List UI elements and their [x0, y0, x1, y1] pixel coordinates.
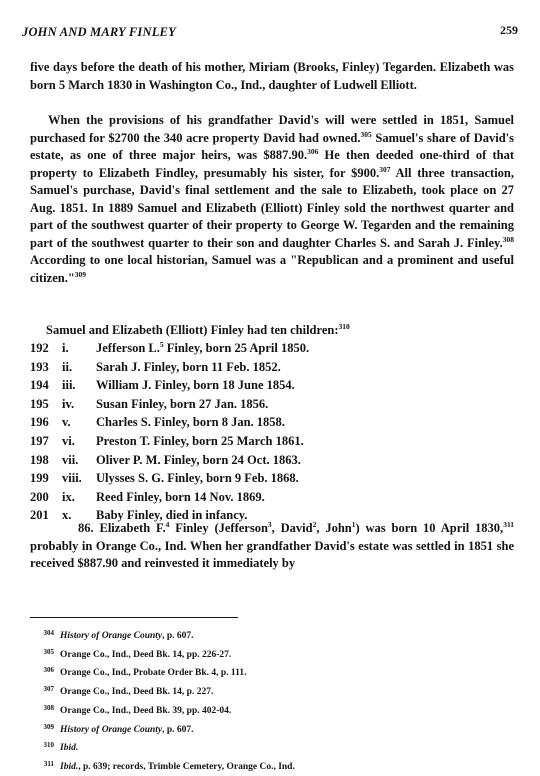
- child-entry: [30, 434, 309, 453]
- text-run: All three transaction, Samuel's purchase, David's final settlement and the sale to Elizabeth, took place on 27 Aug. 1851. In 1889 Samuel and Elizabeth (Elliott) Finley sold the northwest quarter and part of the southwest quarter of their property to George W. Tegarden and the remaining part of the southwest quarter to their son and daughter Charles S. and Sarah J. Finley.: [30, 165, 514, 250]
- child-text: Baby Finley, died in infancy.: [96, 508, 248, 523]
- footnote-mark: 304: [43, 629, 54, 637]
- footnote-ref: 309: [74, 269, 87, 279]
- footnote-text: , p. 607.: [162, 631, 194, 641]
- paragraph-will-settlement: [30, 112, 514, 287]
- footnote-mark: 310: [43, 741, 54, 750]
- footnote: [40, 701, 295, 720]
- page-number: 259: [500, 23, 518, 37]
- paragraph-continued: five days before the death of his mother, Miriam (Brooks, Finley) Tegarden. Elizabeth was born 5 March 1830 in Washington Co., Ind., daughter of Ludwell Elliott.: [30, 60, 514, 92]
- child-number: 193: [30, 359, 49, 374]
- text-run: He then deeded one-third of that property to Elizabeth Findley, presumably his sister, for $900.: [30, 148, 514, 180]
- child-entry: [30, 471, 309, 490]
- paragraph-elizabeth-finley: [30, 520, 514, 573]
- text-run: ) was born 10 April 1830,: [355, 521, 504, 535]
- text-run: According to one local historian, Samuel was a "Republican and a prominent and useful citizen.": [30, 253, 514, 285]
- source-title: History of Orange County: [60, 631, 163, 641]
- text-run: probably in Orange Co., Ind. When her grandfather David's estate was settled in 1851 she received $887.90 and reinvested it immediately by: [30, 538, 514, 570]
- child-number: 197: [30, 433, 49, 448]
- child-text: Reed Finley, born 14 Nov. 1869.: [96, 489, 265, 504]
- text-run: Finley (Jefferson: [169, 521, 268, 535]
- child-entry: [30, 341, 309, 360]
- child-text: Oliver P. M. Finley, born 24 Oct. 1863.: [96, 452, 301, 467]
- child-roman-numeral: ii.: [62, 359, 73, 374]
- footnote-mark: 306: [43, 666, 54, 675]
- child-roman-numeral: iii.: [62, 378, 76, 393]
- footnote-text: , p. 607.: [162, 724, 194, 735]
- child-text: William J. Finley, born 18 June 1854.: [96, 378, 295, 393]
- child-number: 196: [30, 415, 49, 430]
- footnotes: [40, 626, 295, 776]
- text-run: Samuel and Elizabeth (Elliott) Finley had ten children:: [46, 323, 339, 337]
- footnote-ref: 308: [502, 234, 514, 244]
- footnote-mark: 309: [43, 722, 54, 731]
- footnote: [40, 626, 295, 645]
- generation-number: 1: [351, 520, 356, 529]
- children-intro: [46, 323, 350, 338]
- child-text: Charles S. Finley, born 8 Jan. 1858.: [96, 415, 285, 430]
- child-text: Susan Finley, born 27 Jan. 1856.: [96, 396, 269, 411]
- footnote-ref: 305: [360, 129, 372, 139]
- generation-number: 2: [312, 520, 317, 529]
- footnote: [40, 663, 295, 682]
- footnote: [40, 682, 295, 701]
- footnote-mark: 308: [43, 703, 54, 712]
- text-run: When the provisions of his grandfather David's will were settled in 1851, Samuel purchased for $2700 the 340 acre property David had owned.: [30, 113, 514, 145]
- child-roman-numeral: x.: [62, 508, 72, 523]
- child-text: Sarah J. Finley, born 11 Feb. 1852.: [96, 359, 281, 374]
- footnote-mark: 305: [43, 647, 54, 656]
- footnote-text: Orange Co., Ind., Deed Bk. 39, pp. 402-04.: [60, 705, 232, 716]
- text-run: Finley, born 25 April 1850.: [163, 341, 310, 355]
- running-header: JOHN AND MARY FINLEY: [22, 25, 176, 39]
- child-number: 195: [30, 396, 49, 411]
- footnote-text: , p. 639; records, Trimble Cemetery, Orange Co., Ind.: [78, 761, 295, 772]
- child-entry: [30, 490, 309, 509]
- generation-number: 5: [159, 340, 164, 349]
- child-entry: [30, 397, 309, 416]
- footnote-separator: [30, 617, 238, 618]
- footnote: [40, 757, 295, 776]
- child-entry: [30, 360, 309, 379]
- child-entry: [30, 378, 309, 397]
- child-number: 199: [30, 471, 49, 486]
- child-roman-numeral: vii.: [62, 452, 79, 467]
- child-number: 194: [30, 378, 49, 393]
- children-list: [30, 341, 309, 527]
- child-number: 200: [30, 489, 49, 504]
- footnote-ref: 306: [307, 147, 319, 156]
- child-text: Preston T. Finley, born 25 March 1861.: [96, 433, 304, 448]
- footnote: [40, 720, 295, 739]
- footnote-ref: 311: [503, 520, 515, 529]
- child-text: [96, 341, 309, 360]
- child-roman-numeral: i.: [62, 341, 69, 355]
- text-run: , John: [316, 521, 352, 535]
- child-roman-numeral: vi.: [62, 433, 75, 448]
- footnote: [40, 738, 295, 757]
- footnote-ref: 310: [338, 322, 350, 331]
- generation-number: 4: [165, 520, 170, 529]
- footnote-text: Orange Co., Ind., Deed Bk. 14, pp. 226-27.: [60, 649, 232, 660]
- footnote-mark: 307: [43, 685, 54, 694]
- footnote-text: Orange Co., Ind., Probate Order Bk. 4, p. 111.: [60, 668, 247, 679]
- child-number: 198: [30, 452, 49, 467]
- text-run: Jefferson L.: [96, 341, 160, 355]
- child-entry: [30, 415, 309, 434]
- text-run: Samuel's share of David's estate, as one of three major heirs, was $887.90.: [30, 130, 514, 162]
- text-run: 86. Elizabeth F.: [78, 521, 166, 535]
- child-entry: [30, 453, 309, 472]
- footnote-ref: 307: [379, 164, 391, 174]
- child-roman-numeral: viii.: [62, 471, 82, 486]
- source-title: Ibid.: [60, 761, 79, 772]
- source-title: Ibid.: [60, 743, 79, 754]
- child-roman-numeral: ix.: [62, 489, 75, 504]
- child-roman-numeral: v.: [62, 415, 71, 430]
- source-title: History of Orange County: [60, 724, 163, 735]
- child-number: 201: [30, 508, 49, 523]
- child-number: 192: [30, 341, 49, 355]
- text-run: , David: [271, 521, 313, 535]
- footnote-text: Orange Co., Ind., Deed Bk. 14, p. 227.: [60, 687, 214, 698]
- generation-number: 3: [267, 520, 272, 529]
- child-text: Ulysses S. G. Finley, born 9 Feb. 1868.: [96, 471, 299, 486]
- footnote: [40, 645, 295, 664]
- child-roman-numeral: iv.: [62, 396, 75, 411]
- footnote-mark: 311: [43, 759, 54, 768]
